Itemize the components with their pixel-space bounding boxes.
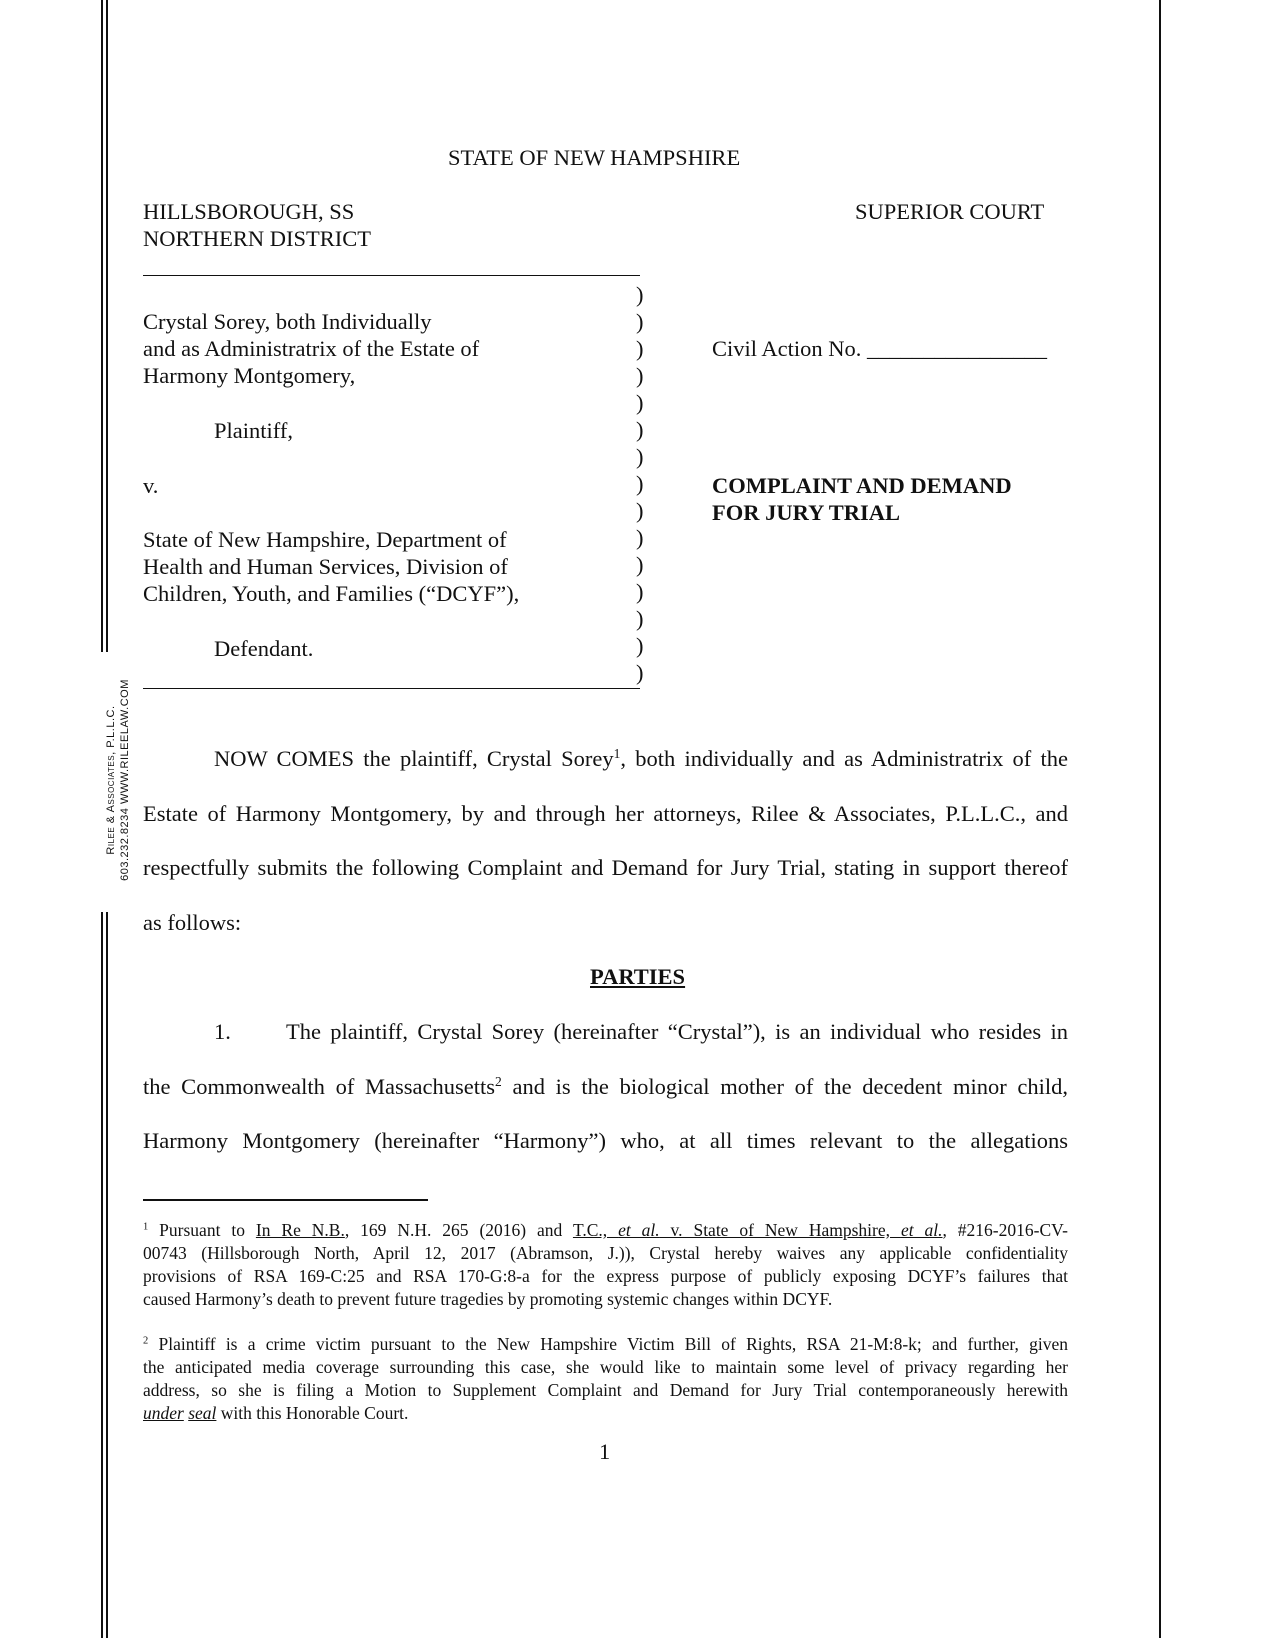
intro-line: as follows: [143, 910, 242, 935]
document-title-line2: FOR JURY TRIAL [712, 500, 900, 525]
footnote-ref-2[interactable]: 2 [495, 1073, 502, 1089]
intro-text: NOW COMES the plaintiff, Crystal Sorey [214, 746, 614, 771]
section-heading-parties: PARTIES [590, 964, 686, 989]
footnote-1-line: provisions of RSA 169-C:25 and RSA 170-G:8-a for the express purpose of publicly exposing DCYF’s failures that [143, 1266, 1068, 1286]
fn-text: seal [188, 1403, 217, 1423]
fn-text: et al. [618, 1220, 660, 1240]
footnote-ref-1[interactable]: 1 [613, 745, 621, 761]
para1-text: the Commonwealth of Massachusetts [143, 1074, 496, 1099]
case-citation: In Re N.B. [255, 1220, 345, 1240]
para1-line: Harmony Montgomery (hereinafter “Harmony”) who, at all times relevant to the allegations [143, 1128, 1068, 1153]
para1-text: and is the biological mother of the decedent minor child, [501, 1074, 1068, 1099]
footnote-separator [143, 1199, 428, 1201]
plaintiff-label: Plaintiff, [214, 418, 293, 443]
footnote-2-mark: 2 [143, 1335, 149, 1347]
fn-text: , #216-2016-CV- [942, 1220, 1068, 1240]
fn-text: Plaintiff is a crime victim pursuant to the New Hampshire Victim Bill of Rights, RSA 21-M:8-k; and further, given [148, 1334, 1068, 1354]
fn-text: , 169 N.H. 265 (2016) and [344, 1220, 573, 1240]
plaintiff-name-line: and as Administratrix of the Estate of [143, 336, 480, 361]
footnote-2-line: address, so she is filing a Motion to Supplement Complaint and Demand for Jury Trial contemporaneously herewith [143, 1380, 1068, 1400]
document-title-line1: COMPLAINT AND DEMAND [712, 473, 1012, 498]
court-name: SUPERIOR COURT [855, 199, 1045, 224]
firm-name: Rilee & Associates, P.L.L.C. [105, 705, 117, 855]
footnote-2-line: the anticipated media coverage surrounding this case, she would like to maintain some level of privacy regarding her [143, 1357, 1068, 1377]
footnote-2-line [143, 1405, 1068, 1423]
caption-paren-column: ) ) ) ) ) ) ) ) ) ) ) ) ) ) ) [636, 282, 644, 685]
footnote-2-line [143, 1336, 1068, 1354]
intro-line: respectfully submits the following Complaint and Demand for Jury Trial, stating in support thereof [143, 855, 1068, 880]
footnote-1-mark: 1 [143, 1221, 149, 1233]
firm-margin-text [104, 679, 132, 881]
fn-text: Pursuant to [148, 1220, 256, 1240]
fn-text: v. State of New Hampshire, [659, 1220, 901, 1240]
case-citation [573, 1220, 943, 1240]
firm-contact: 603.232.8234 WWW.RILEELAW.COM [119, 679, 131, 881]
state-heading: STATE OF NEW HAMPSHIRE [448, 145, 741, 170]
civil-action-number: Civil Action No. ________________ [712, 336, 1048, 361]
defendant-label: Defendant. [214, 636, 314, 661]
paragraph-number: 1. [214, 1019, 231, 1044]
caption-top-rule [143, 275, 640, 276]
right-margin-rule [1159, 0, 1161, 1638]
intro-line [214, 745, 1068, 771]
plaintiff-name-line: Crystal Sorey, both Individually [143, 309, 432, 334]
page-number: 1 [599, 1439, 611, 1464]
versus: v. [143, 473, 159, 498]
defendant-name-line: State of New Hampshire, Department of [143, 527, 507, 552]
para1-line [143, 1073, 1068, 1099]
fn-text: et al. [900, 1220, 943, 1240]
intro-line: Estate of Harmony Montgomery, by and through her attorneys, Rilee & Associates, P.L.L.C., and [143, 801, 1068, 826]
left-margin-rule-inner-top [106, 0, 108, 652]
fn-text: under [143, 1403, 184, 1423]
fn-text: T.C., [572, 1220, 619, 1240]
plaintiff-name-line: Harmony Montgomery, [143, 363, 356, 388]
footnote-1-line: caused Harmony’s death to prevent future tragedies by promoting systemic changes within DCYF. [143, 1289, 833, 1309]
left-margin-rule-outer-bottom [101, 912, 103, 1638]
defendant-name-line: Health and Human Services, Division of [143, 554, 508, 579]
para1-line: The plaintiff, Crystal Sorey (hereinafter “Crystal”), is an individual who resides in [286, 1019, 1068, 1044]
intro-text: , both individually and as Administratrix of the [620, 746, 1068, 771]
defendant-name-line: Children, Youth, and Families (“DCYF”), [143, 581, 520, 606]
caption-bottom-rule [143, 688, 640, 689]
left-margin-rule-outer-top [101, 0, 103, 652]
fn-text: with this Honorable Court. [216, 1403, 409, 1423]
county: HILLSBOROUGH, SS [143, 199, 355, 224]
footnote-1-line [143, 1222, 1068, 1240]
footnote-1-line: 00743 (Hillsborough North, April 12, 2017 (Abramson, J.)), Crystal hereby waives any applicable confidentiality [143, 1243, 1068, 1263]
left-margin-rule-inner-bottom [106, 912, 108, 1638]
district: NORTHERN DISTRICT [143, 226, 372, 251]
